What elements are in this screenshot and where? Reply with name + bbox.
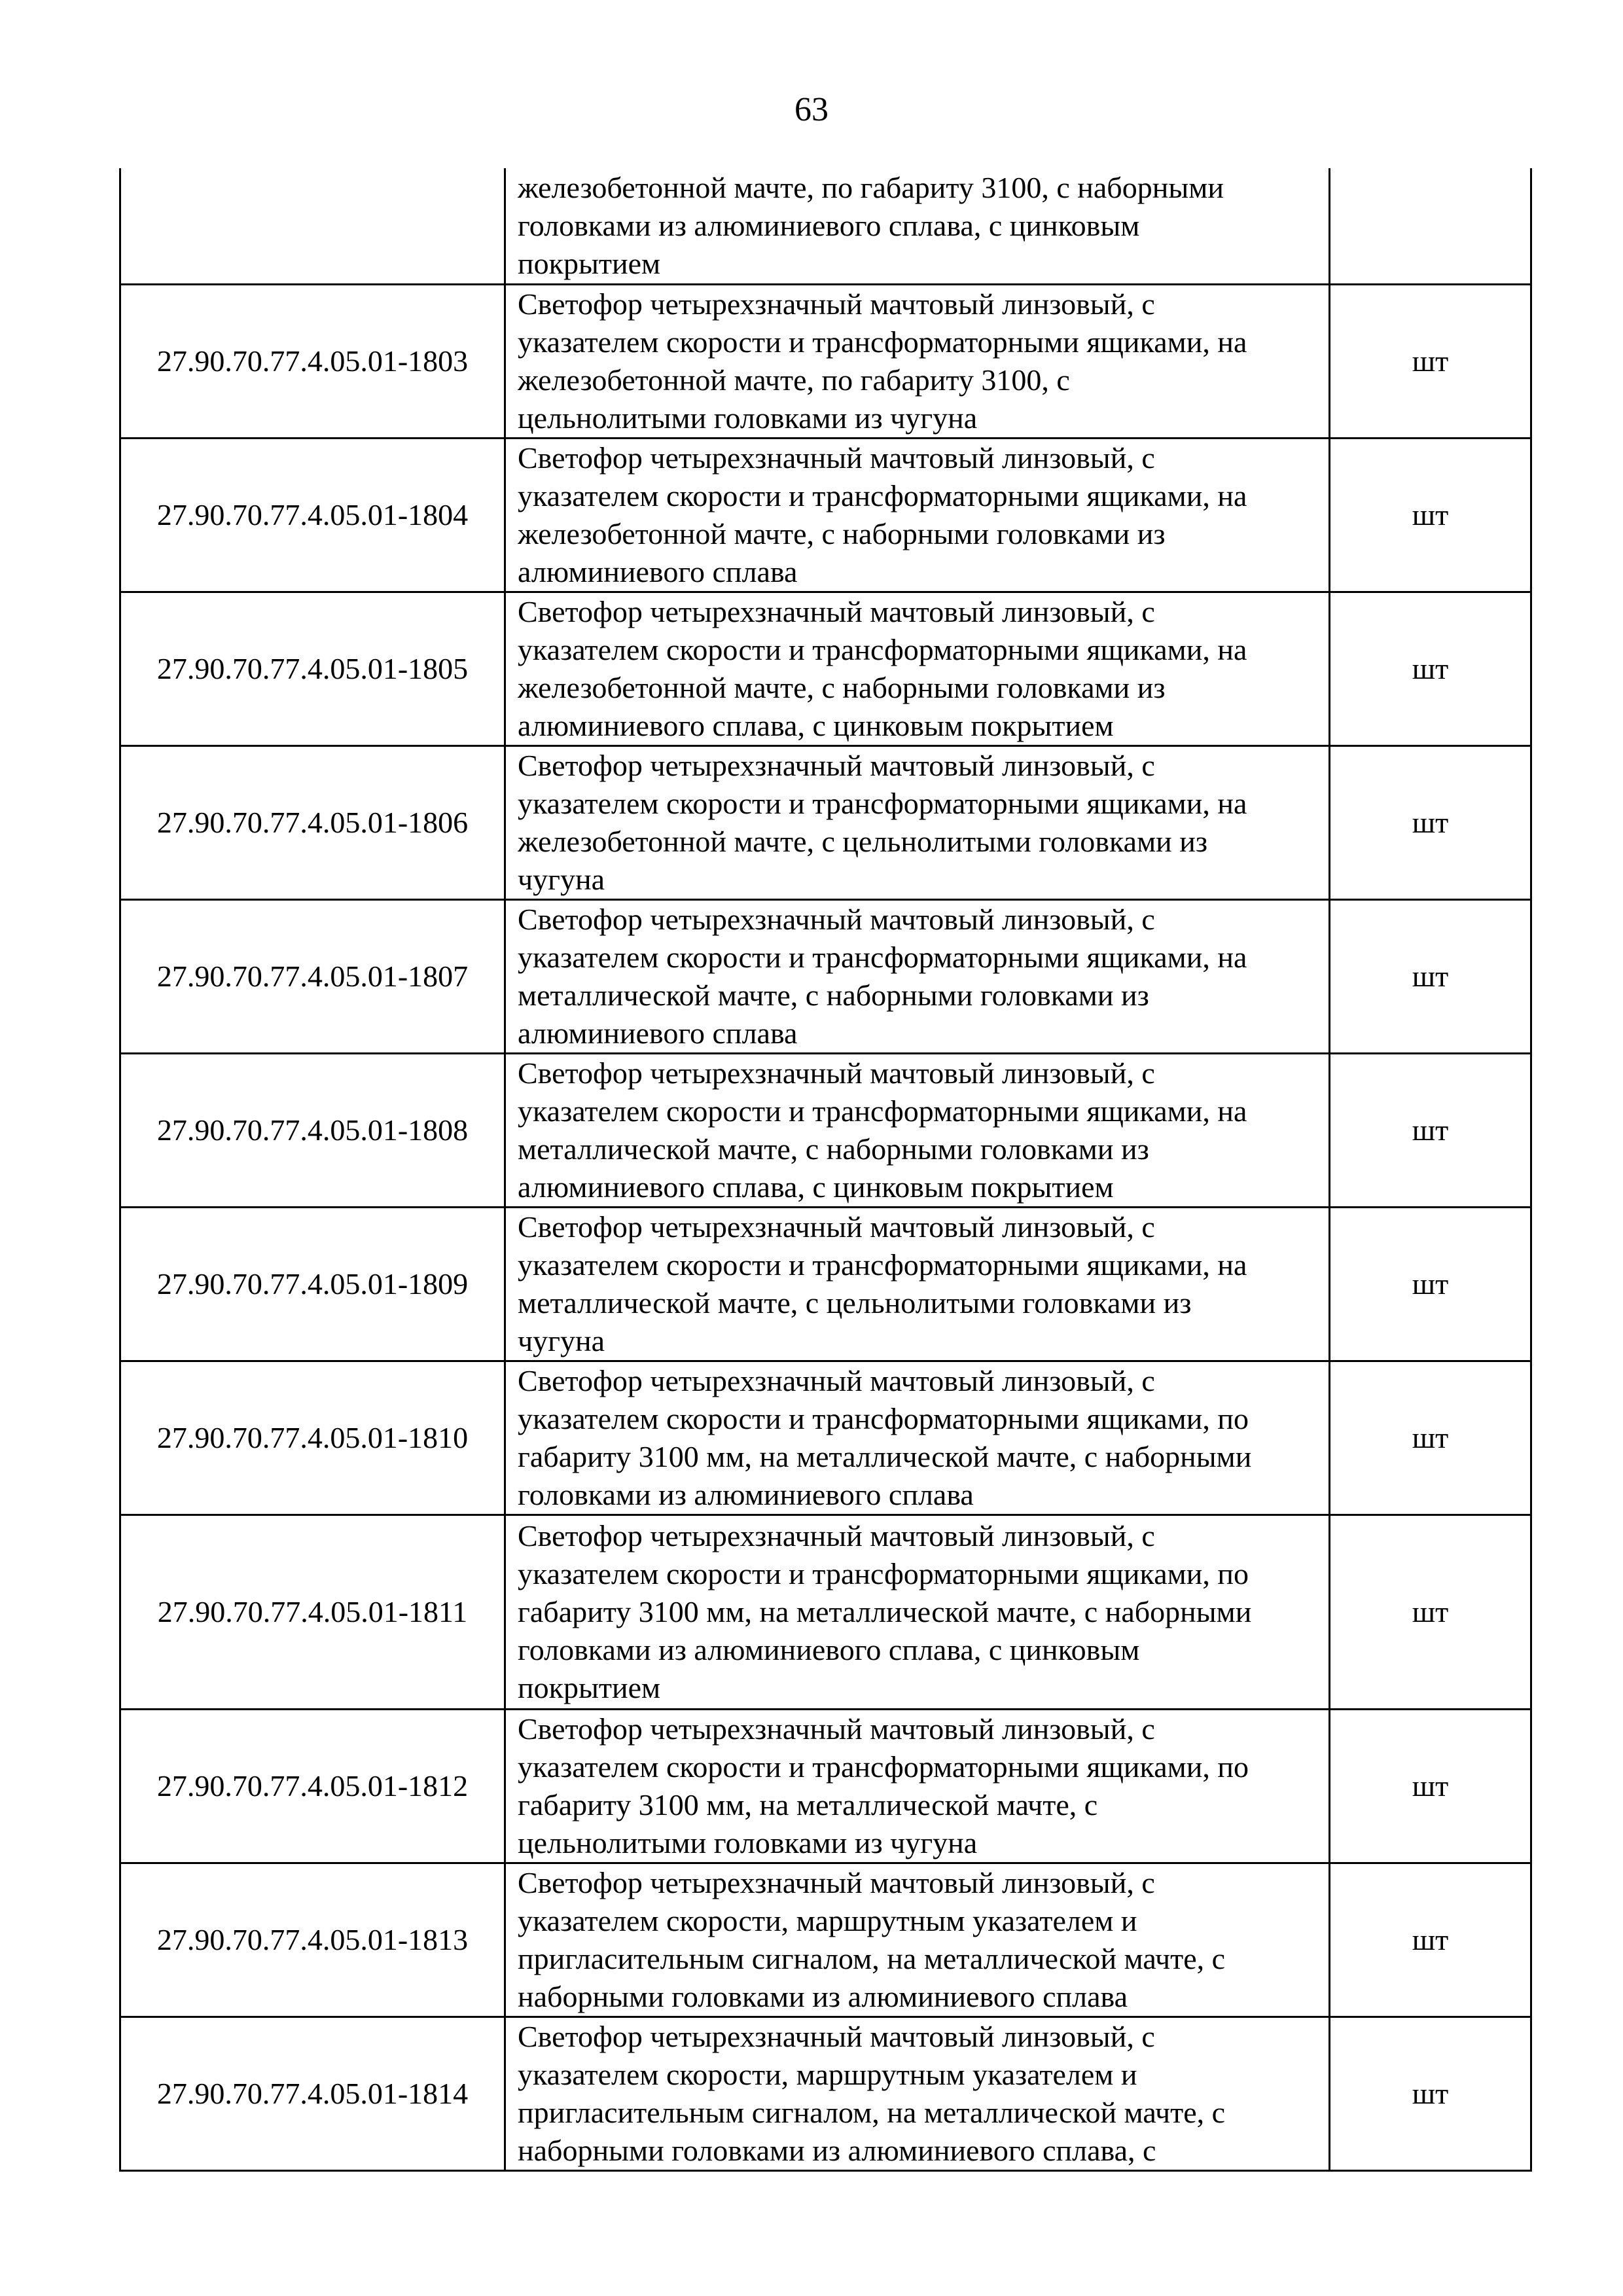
product-name-line: указателем скорости и трансформаторными ящиками, по (518, 1401, 1249, 1435)
product-name-line: Светофор четырехзначный мачтовый линзовый, с (518, 748, 1155, 782)
product-name-line: пригласительным сигналом, на металлической мачте, с (518, 1941, 1226, 1975)
table-row (120, 592, 1531, 745)
product-name-line: указателем скорости и трансформаторными ящиками, на (518, 478, 1247, 512)
unit-cell: шт (1330, 2017, 1531, 2170)
table-row (120, 1863, 1531, 2017)
unit-cell: шт (1330, 1515, 1531, 1709)
product-name-line: покрытием (518, 246, 661, 280)
product-name-line: Светофор четырехзначный мачтовый линзовый, с (518, 902, 1155, 936)
product-code-cell: 27.90.70.77.4.05.01-1803 (120, 284, 505, 438)
product-name-line: Светофор четырехзначный мачтовый линзовый, с (518, 1865, 1155, 1899)
product-code-cell: 27.90.70.77.4.05.01-1807 (120, 899, 505, 1053)
product-name-line: указателем скорости, маршрутным указателем и (518, 2057, 1137, 2091)
product-name-line: указателем скорости и трансформаторными ящиками, на (518, 1094, 1247, 1128)
product-name-line: указателем скорости и трансформаторными ящиками, на (518, 786, 1247, 820)
product-name-line: Светофор четырехзначный мачтовый линзовый, с (518, 440, 1155, 475)
product-name-line: Светофор четырехзначный мачтовый линзовый, с (518, 594, 1155, 628)
table-row (120, 1053, 1531, 1207)
unit-cell: шт (1330, 1207, 1531, 1361)
product-code-cell: 27.90.70.77.4.05.01-1812 (120, 1709, 505, 1863)
product-name-cell (505, 168, 1330, 284)
product-name-line: габариту 3100 мм, на металлической мачте, с наборными (518, 1594, 1252, 1628)
product-name-line: головками из алюминиевого сплава (518, 1477, 974, 1511)
page-number: 63 (794, 91, 829, 128)
product-name-cell (505, 438, 1330, 592)
unit-cell: шт (1330, 745, 1531, 899)
product-name-line: наборными головками из алюминиевого сплава (518, 1979, 1128, 2013)
unit-cell: шт (1330, 1709, 1531, 1863)
product-code-cell: 27.90.70.77.4.05.01-1808 (120, 1053, 505, 1207)
product-name-cell (505, 1053, 1330, 1207)
product-name-line: головками из алюминиевого сплава, с цинковым (518, 1632, 1140, 1666)
product-code-cell: 27.90.70.77.4.05.01-1809 (120, 1207, 505, 1361)
classification-table (119, 168, 1532, 2172)
table-row (120, 168, 1531, 284)
unit-cell: шт (1330, 1053, 1531, 1207)
product-name-line: указателем скорости и трансформаторными ящиками, по (518, 1749, 1249, 1784)
table-row (120, 1709, 1531, 1863)
table-row (120, 745, 1531, 899)
table-row (120, 284, 1531, 438)
product-name-line: указателем скорости, маршрутным указателем и (518, 1903, 1137, 1937)
product-name-line: металлической мачте, с наборными головками из (518, 978, 1149, 1012)
product-name-cell (505, 2017, 1330, 2170)
product-name-line: Светофор четырехзначный мачтовый линзовый, с (518, 2019, 1155, 2053)
table-row (120, 2017, 1531, 2170)
unit-cell: шт (1330, 1361, 1531, 1515)
product-name-cell (505, 592, 1330, 745)
product-name-line: алюминиевого сплава, с цинковым покрытием (518, 1170, 1114, 1204)
product-name-line: железобетонной мачте, по габариту 3100, с наборными (518, 170, 1224, 204)
table-row (120, 1207, 1531, 1361)
product-name-line: головками из алюминиевого сплава, с цинковым (518, 208, 1140, 242)
product-name-line: алюминиевого сплава (518, 1016, 798, 1050)
product-name-line: Светофор четырехзначный мачтовый линзовый, с (518, 1210, 1155, 1244)
product-name-cell (505, 284, 1330, 438)
product-name-line: Светофор четырехзначный мачтовый линзовый, с (518, 1056, 1155, 1090)
product-name-line: указателем скорости и трансформаторными ящиками, на (518, 325, 1247, 359)
product-code-cell (120, 168, 505, 284)
product-name-cell (505, 1863, 1330, 2017)
table-row (120, 899, 1531, 1053)
product-code-cell: 27.90.70.77.4.05.01-1805 (120, 592, 505, 745)
product-name-line: чугуна (518, 862, 605, 896)
product-code-cell: 27.90.70.77.4.05.01-1811 (120, 1515, 505, 1709)
product-name-line: алюминиевого сплава (518, 554, 798, 588)
product-name-cell (505, 1709, 1330, 1863)
unit-cell: шт (1330, 592, 1531, 745)
product-name-line: Светофор четырехзначный мачтовый линзовый, с (518, 1363, 1155, 1397)
product-name-line: цельнолитыми головками из чугуна (518, 401, 978, 435)
product-code-cell: 27.90.70.77.4.05.01-1813 (120, 1863, 505, 2017)
unit-cell: шт (1330, 899, 1531, 1053)
product-name-cell (505, 899, 1330, 1053)
product-name-line: железобетонной мачте, с наборными головками из (518, 670, 1166, 704)
product-name-line: Светофор четырехзначный мачтовый линзовый, с (518, 1518, 1155, 1552)
unit-cell: шт (1330, 284, 1531, 438)
unit-cell: шт (1330, 1863, 1531, 2017)
product-name-line: железобетонной мачте, по габариту 3100, с (518, 363, 1070, 397)
product-name-line: габариту 3100 мм, на металлической мачте, с наборными (518, 1439, 1252, 1473)
table-row (120, 438, 1531, 592)
product-name-line: металлической мачте, с цельнолитыми головками из (518, 1285, 1192, 1319)
product-name-line: цельнолитыми головками из чугуна (518, 1825, 978, 1859)
product-name-line: Светофор четырехзначный мачтовый линзовый, с (518, 1712, 1155, 1746)
table-row (120, 1515, 1531, 1709)
product-code-cell: 27.90.70.77.4.05.01-1814 (120, 2017, 505, 2170)
table-body (120, 168, 1531, 2170)
product-name-line: алюминиевого сплава, с цинковым покрытием (518, 708, 1114, 742)
unit-cell: шт (1330, 438, 1531, 592)
product-name-cell (505, 1207, 1330, 1361)
product-name-line: железобетонной мачте, с цельнолитыми головками из (518, 824, 1208, 858)
product-name-cell (505, 1515, 1330, 1709)
product-name-line: указателем скорости и трансформаторными ящиками, на (518, 632, 1247, 666)
product-name-line: металлической мачте, с наборными головками из (518, 1132, 1149, 1166)
product-name-line: чугуна (518, 1323, 605, 1357)
product-name-line: Светофор четырехзначный мачтовый линзовый, с (518, 287, 1155, 321)
product-name-line: указателем скорости и трансформаторными ящиками, на (518, 1247, 1247, 1282)
product-name-line: указателем скорости и трансформаторными ящиками, по (518, 1556, 1249, 1590)
product-name-line: наборными головками из алюминиевого сплава, с (518, 2133, 1156, 2167)
product-name-line: железобетонной мачте, с наборными головками из (518, 516, 1166, 550)
product-name-line: габариту 3100 мм, на металлической мачте, с (518, 1787, 1098, 1821)
product-name-line: покрытием (518, 1670, 661, 1704)
product-code-cell: 27.90.70.77.4.05.01-1806 (120, 745, 505, 899)
unit-cell (1330, 168, 1531, 284)
product-code-cell: 27.90.70.77.4.05.01-1810 (120, 1361, 505, 1515)
product-name-cell (505, 1361, 1330, 1515)
table-row (120, 1361, 1531, 1515)
product-name-line: указателем скорости и трансформаторными ящиками, на (518, 940, 1247, 974)
product-name-line: пригласительным сигналом, на металлической мачте, с (518, 2095, 1226, 2129)
product-name-cell (505, 745, 1330, 899)
product-code-cell: 27.90.70.77.4.05.01-1804 (120, 438, 505, 592)
